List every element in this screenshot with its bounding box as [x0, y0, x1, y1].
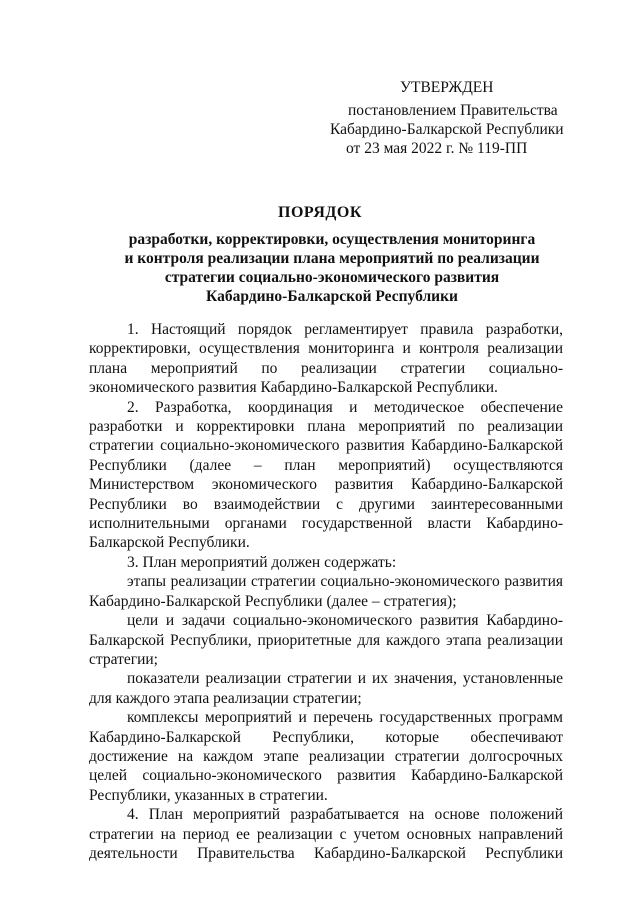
list-item-stages: этапы реализации стратегии социально-экономического развития Кабардино-Балкарской Республики (далее – стратегия);	[89, 573, 563, 610]
subtitle-line-3: стратегии социально-экономического развития	[164, 269, 500, 286]
document-title: ПОРЯДОК	[278, 204, 362, 221]
paragraph-3: 3. План мероприятий должен содержать:	[127, 553, 397, 571]
paragraph-1: 1. Настоящий порядок регламентирует правила разработки, корректировки, осуществления мониторинга и контроля реализации плана мероприятий по реализации стратегии социально-экономического развития Кабардино-Балкарской Республики.	[89, 321, 563, 397]
paragraph-2: 2. Разработка, координация и методическое обеспечение разработки и корректировки плана мероприятий по реализации стратегии социально-экономического развития Кабардино-Балкарской Республики (далее – план мероприятий) осуществляются Министерством экономического развития Кабардино-Балкарской Республики во взаимодействии с другими заинтересованными исполнительными органами государственной власти Кабардино-Балкарской Республики.	[89, 398, 563, 552]
approval-line-3: от 23 мая 2022 г. № 119-ПП	[346, 140, 528, 157]
list-item-indicators: показатели реализации стратегии и их значения, установленные для каждого этапа реализации стратегии;	[89, 670, 563, 707]
list-item-goals: цели и задачи социально-экономического развития Кабардино-Балкарской Республики, приоритетные для каждого этапа реализации стратегии;	[89, 612, 563, 668]
approval-line-2: Кабардино-Балкарской Республики	[330, 121, 564, 138]
document-subtitle	[92, 230, 572, 306]
list-item-programs: комплексы мероприятий и перечень государственных программ Кабардино-Балкарской Республики, которые обеспечивают достижение на каждом этапе реализации стратегии долгосрочных целей социально-экономического развития Кабардино-Балкарской Республики, указанных в стратегии.	[89, 709, 563, 804]
subtitle-line-1: разработки, корректировки, осуществления мониторинга	[128, 231, 536, 248]
approval-heading: УТВЕРЖДЕН	[400, 79, 494, 96]
approval-block	[330, 78, 590, 158]
subtitle-line-2: и контроля реализации плана мероприятий по реализации	[124, 250, 540, 267]
paragraph-4: 4. План мероприятий разрабатывается на основе положений стратегии на период ее реализации с учетом основных направлений деятельности Правительства Кабардино-Балкарской Республики	[89, 806, 563, 862]
document-body	[89, 320, 563, 863]
approval-line-1: постановлением Правительства	[348, 102, 558, 119]
subtitle-line-4: Кабардино-Балкарской Республики	[206, 288, 458, 305]
